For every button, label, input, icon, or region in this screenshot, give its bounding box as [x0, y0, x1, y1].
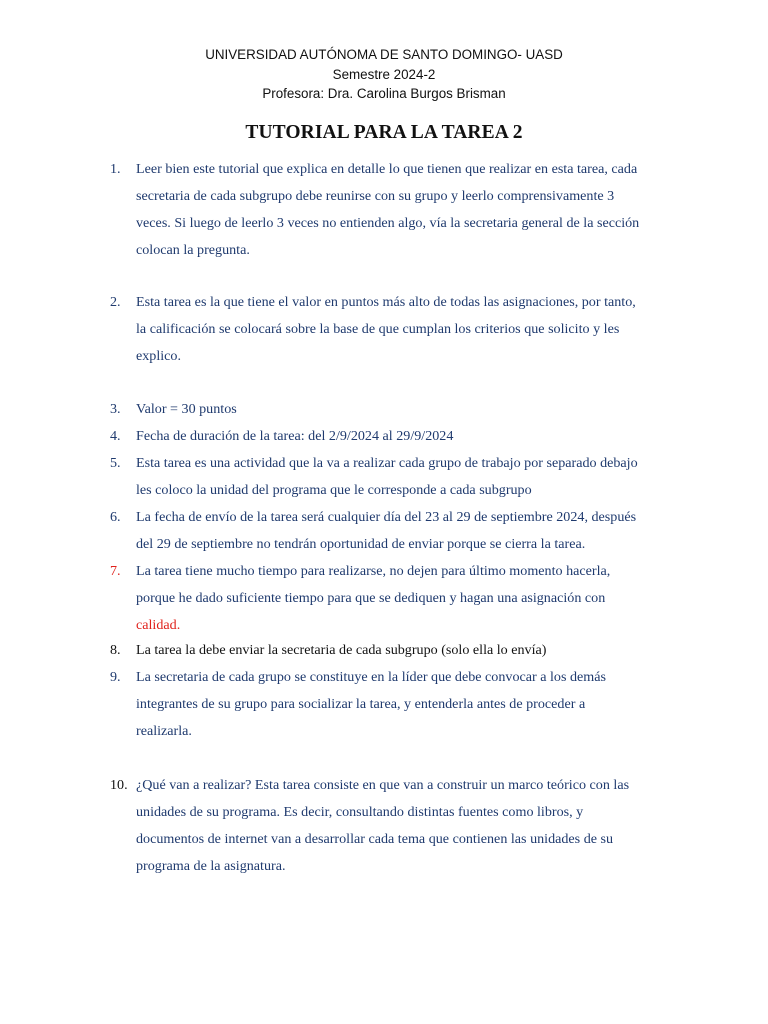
item-number: 1.	[110, 161, 121, 177]
item-text-line: Esta tarea es la que tiene el valor en puntos más alto de todas las asignaciones, por tanto,	[136, 294, 636, 310]
item-number: 8.	[110, 642, 121, 658]
item-text-line: la calificación se colocará sobre la base de que cumplan los criterios que solicito y les	[136, 321, 620, 337]
item-text-line: Esta tarea es una actividad que la va a realizar cada grupo de trabajo por separado debajo	[136, 455, 638, 471]
item-number: 4.	[110, 428, 121, 444]
item-number: 6.	[110, 509, 121, 525]
item-text-line: Valor = 30 puntos	[136, 401, 237, 417]
item-text-line: explico.	[136, 348, 182, 364]
page-title: TUTORIAL PARA LA TAREA 2	[245, 122, 523, 143]
semester-label: Semestre 2024-2	[332, 66, 436, 82]
item-text-line: secretaria de cada subgrupo debe reunirse con su grupo y leerlo comprensivamente 3	[136, 188, 615, 204]
university-name: UNIVERSIDAD AUTÓNOMA DE SANTO DOMINGO- UASD	[205, 47, 563, 62]
item-text-line: La secretaria de cada grupo se constituye en la líder que debe convocar a los demás	[136, 669, 606, 685]
document-header	[0, 45, 768, 104]
item-text-line: integrantes de su grupo para socializar la tarea, y entenderla antes de proceder a	[136, 696, 586, 712]
item-number: 3.	[110, 401, 121, 417]
item-text-line: realizarla.	[136, 723, 192, 739]
item-text-line: colocan la pregunta.	[136, 242, 250, 258]
item-number: 9.	[110, 669, 121, 685]
professor-name: Profesora: Dra. Carolina Burgos Brisman	[262, 86, 506, 101]
item-number: 5.	[110, 455, 121, 471]
item-text-line-highlighted: calidad.	[136, 617, 181, 633]
item-number: 2.	[110, 294, 121, 310]
item-text-line: unidades de su programa. Es decir, consultando distintas fuentes como libros, y	[136, 804, 584, 820]
item-text-line: les coloco la unidad del programa que le corresponde a cada subgrupo	[136, 482, 532, 498]
item-text-line: del 29 de septiembre no tendrán oportunidad de enviar porque se cierra la tarea.	[136, 536, 586, 552]
item-text-line: programa de la asignatura.	[136, 858, 286, 874]
item-text-line: ¿Qué van a realizar? Esta tarea consiste en que van a construir un marco teórico con las	[136, 777, 630, 793]
item-text-line: documentos de internet van a desarrollar cada tema que contienen las unidades de su	[136, 831, 614, 847]
item-text-line: La tarea tiene mucho tiempo para realizarse, no dejen para último momento hacerla,	[136, 563, 611, 579]
item-number: 7.	[110, 563, 121, 579]
item-number: 10.	[110, 777, 128, 793]
item-text-line: veces. Si luego de leerlo 3 veces no entienden algo, vía la secretaria general de la sección	[136, 215, 640, 231]
item-text-line: La tarea la debe enviar la secretaria de cada subgrupo (solo ella lo envía)	[136, 642, 547, 658]
item-text-line: porque he dado suficiente tiempo para que se dediquen y hagan una asignación con	[136, 590, 606, 606]
item-text-line: Fecha de duración de la tarea: del 2/9/2024 al 29/9/2024	[136, 428, 454, 444]
item-text-line: Leer bien este tutorial que explica en detalle lo que tienen que realizar en esta tarea, cada	[136, 161, 638, 177]
item-text-line: La fecha de envío de la tarea será cualquier día del 23 al 29 de septiembre 2024, después	[136, 509, 637, 525]
